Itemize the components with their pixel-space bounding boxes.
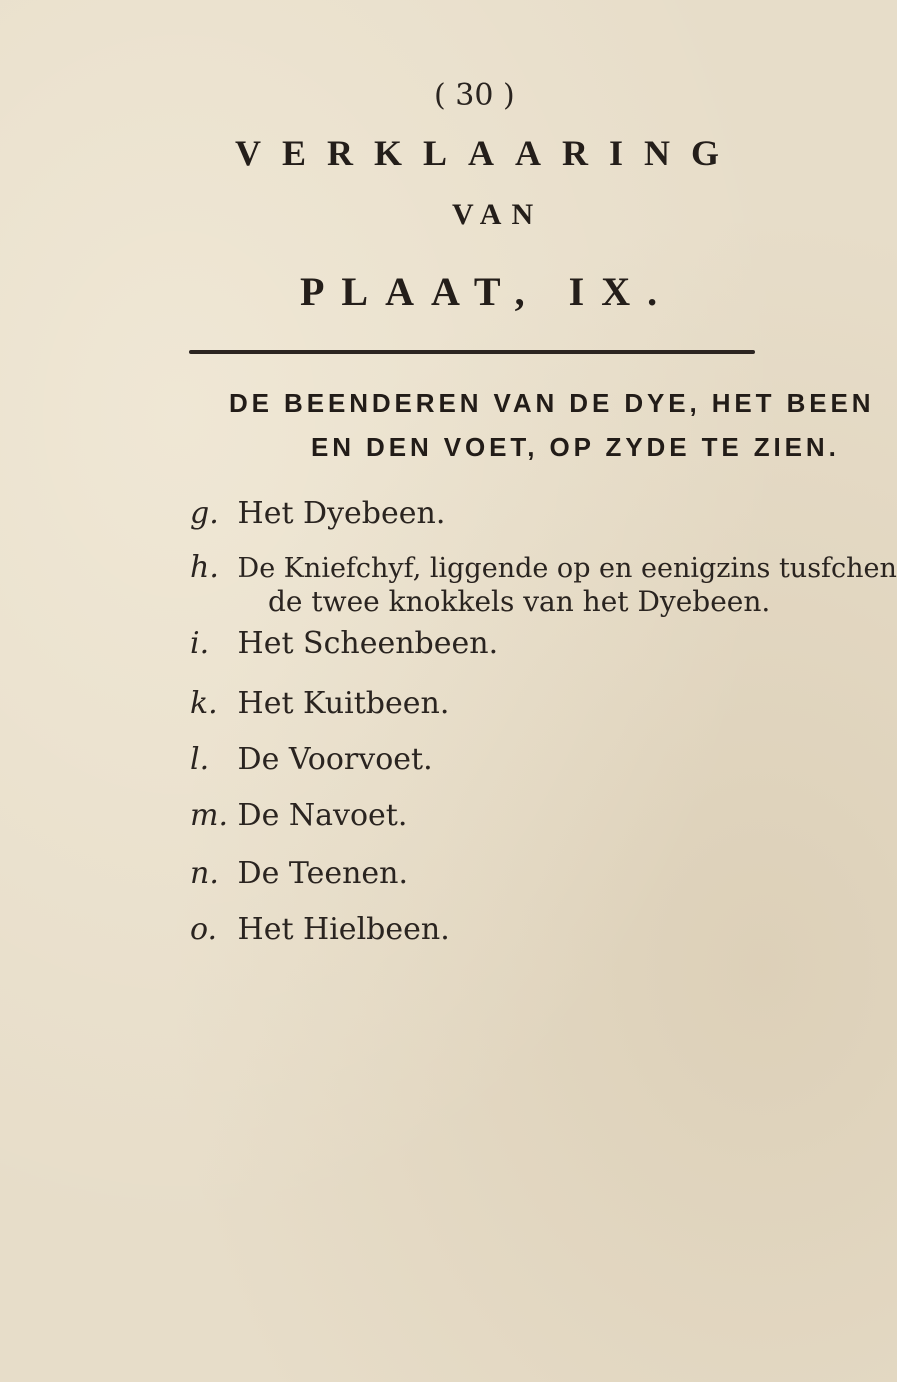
legend-item-h-continuation: de twee knokkels van het Dyebeen. <box>268 585 771 618</box>
legend-text: Het Scheenbeen. <box>237 626 499 661</box>
legend-text: De Voorvoet. <box>237 742 433 777</box>
legend-text: Het Kuitbeen. <box>237 686 450 721</box>
legend-letter: k. <box>190 686 218 721</box>
heading-van: VAN <box>452 198 544 231</box>
legend-letter: g. <box>190 496 219 531</box>
subtitle-line-1: DE BEENDEREN VAN DE DYE, HET BEEN <box>229 388 875 418</box>
legend-text: De Kniefchyf, liggende op en eenigzins tusfchen <box>237 553 897 584</box>
legend-item-m <box>190 798 407 833</box>
legend-item-g <box>190 496 445 531</box>
legend-text: De Teenen. <box>237 856 409 891</box>
legend-text: Het Hielbeen. <box>237 912 450 947</box>
legend-letter: h. <box>190 550 219 585</box>
legend-letter: i. <box>190 626 210 661</box>
subtitle-line-2: EN DEN VOET, OP ZYDE TE ZIEN. <box>311 432 840 462</box>
legend-item-n <box>190 856 408 891</box>
legend-text: De Navoet. <box>237 798 408 833</box>
legend-item-i <box>190 626 498 661</box>
page-number: ( 30 ) <box>434 78 515 113</box>
legend-letter: n. <box>190 856 219 891</box>
horizontal-rule <box>189 350 755 354</box>
heading-plate: PLAAT, IX. <box>300 269 675 314</box>
legend-text: Het Dyebeen. <box>237 496 446 531</box>
legend-item-o <box>190 912 450 947</box>
legend-letter: m. <box>190 798 228 833</box>
legend-letter: o. <box>190 912 218 947</box>
legend-item-l <box>190 742 433 777</box>
legend-item-h <box>190 550 897 585</box>
legend-item-k <box>190 686 449 721</box>
heading-title: VERKLAARING <box>235 133 741 173</box>
legend-letter: l. <box>190 742 210 777</box>
